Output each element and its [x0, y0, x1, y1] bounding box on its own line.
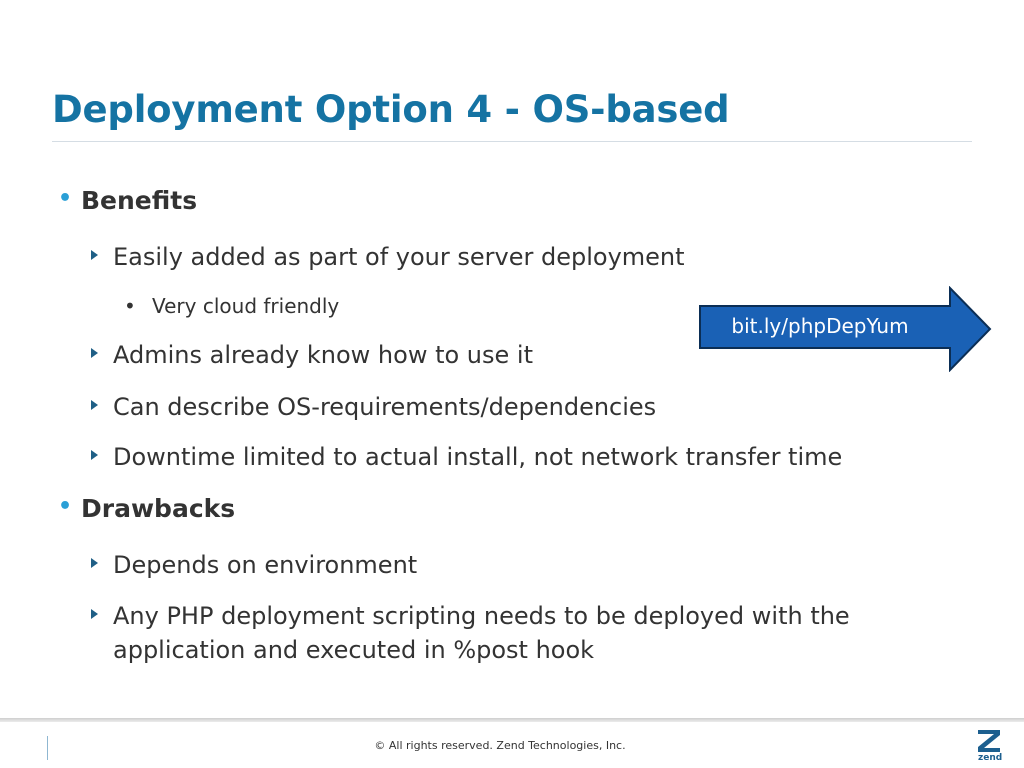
zend-z-icon — [972, 728, 1006, 754]
callout-link-text[interactable]: bit.ly/phpDepYum — [731, 314, 909, 338]
footer-bar — [0, 718, 1024, 722]
drawback-item-text-continued: application and executed in %post hook — [113, 636, 595, 664]
bullet-dot-icon: • — [124, 294, 136, 318]
benefits-heading: Benefits — [81, 186, 198, 215]
benefit-sub-item-text: Very cloud friendly — [152, 294, 340, 318]
triangle-right-icon — [88, 338, 102, 368]
benefit-item-text: Downtime limited to actual install, not network transfer time — [113, 443, 843, 471]
slide-title: Deployment Option 4 - OS-based — [52, 88, 730, 131]
benefit-item-text: Can describe OS-requirements/dependencies — [113, 393, 657, 421]
zend-logo-text: zend — [978, 753, 1003, 763]
drawbacks-heading: Drawbacks — [81, 494, 236, 523]
zend-logo — [972, 728, 1006, 764]
triangle-right-icon — [88, 548, 102, 578]
title-divider — [52, 141, 972, 142]
bullet-dot-icon: • — [58, 494, 73, 519]
triangle-right-icon — [88, 599, 102, 629]
link-arrow-callout[interactable] — [698, 286, 994, 372]
benefit-item-text: Admins already know how to use it — [113, 341, 533, 369]
triangle-right-icon — [88, 390, 102, 420]
bullet-dot-icon: • — [58, 186, 73, 211]
copyright-text: © All rights reserved. Zend Technologies, Inc. — [374, 739, 626, 752]
triangle-right-icon — [88, 240, 102, 270]
drawback-item-text: Depends on environment — [113, 551, 418, 579]
triangle-right-icon — [88, 440, 102, 470]
benefit-item-text: Easily added as part of your server deployment — [113, 243, 685, 271]
drawback-item-text: Any PHP deployment scripting needs to be deployed with the — [113, 602, 850, 630]
